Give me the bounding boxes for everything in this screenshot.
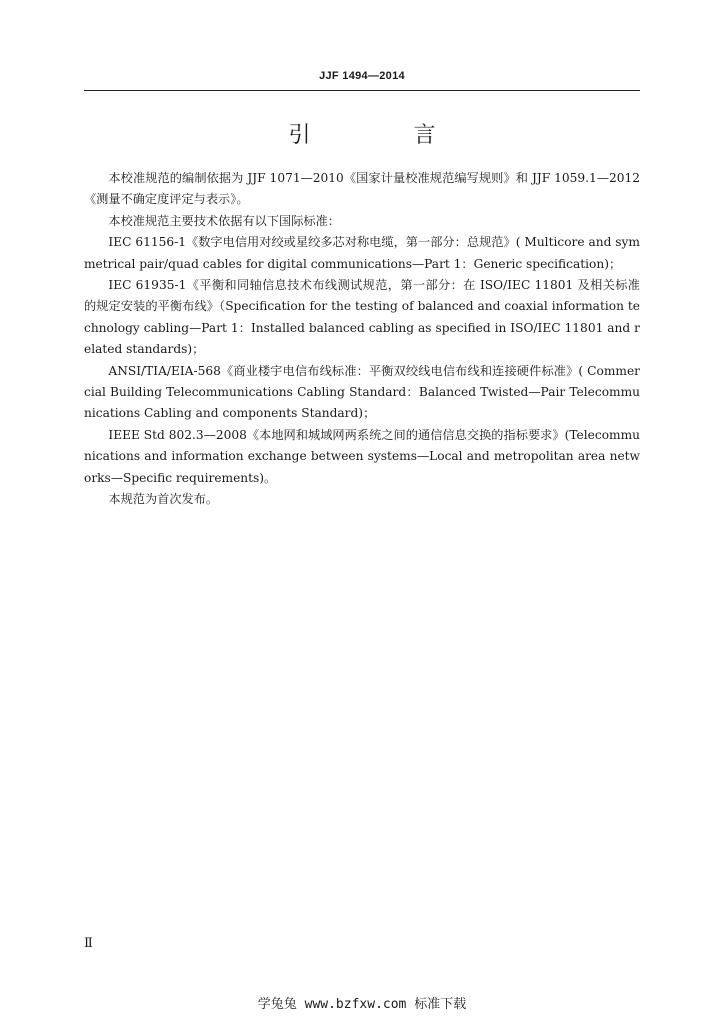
running-header: JJF 1494—2014 xyxy=(319,70,405,82)
paragraph-basis: 本校准规范的编制依据为 JJF 1071—2010《国家计量校准规范编写规则》和 JJF 1059.1—2012《测量不确定度评定与表示》。 xyxy=(84,171,640,207)
paragraph-ieee-802: IEEE Std 802.3—2008《本地网和城域网两系统之间的通信信息交换的指标要求》(Telecommunications and information exchange between systems—Local and metropolitan area networks—Specific requirements)。 xyxy=(84,427,640,485)
paragraph-ansi-tia-eia: ANSI/TIA/EIA-568《商业楼宇电信布线标准：平衡双绞线电信布线和连接硬件标准》( Commercial Building Telecommunications Cabling Standard：Balanced Twisted—Pair Telecommunications Cabling and components Standard)； xyxy=(84,363,640,421)
paragraph-iec-61935: IEC 61935-1《平衡和同轴信息技术布线测试规范，第一部分：在 ISO/IEC 11801 及相关标准的规定安装的平衡布线》（Specification for the testing of balanced and coaxial information technology cabling—Part 1：Installed balanced cabling as specified in ISO/IEC 11801 and related standards)； xyxy=(84,278,640,357)
footer-watermark: 学兔兔 www.bzfxw.com 标准下载 xyxy=(257,997,467,1012)
paragraph-first-release: 本规范为首次发布。 xyxy=(108,492,219,507)
body-text xyxy=(84,168,640,511)
paragraph-intro-standards: 本校准规范主要技术依据有以下国际标准： xyxy=(108,213,340,228)
header-rule xyxy=(84,90,640,91)
page-title: 引 言 xyxy=(288,123,484,148)
page-number: Ⅱ xyxy=(84,936,93,951)
paragraph-iec-61156: IEC 61156-1《数字电信用对绞或星绞多芯对称电缆，第一部分：总规范》( Multicore and symmetrical pair/quad cables for digital communications—Part 1：Generic specification)； xyxy=(84,235,640,271)
